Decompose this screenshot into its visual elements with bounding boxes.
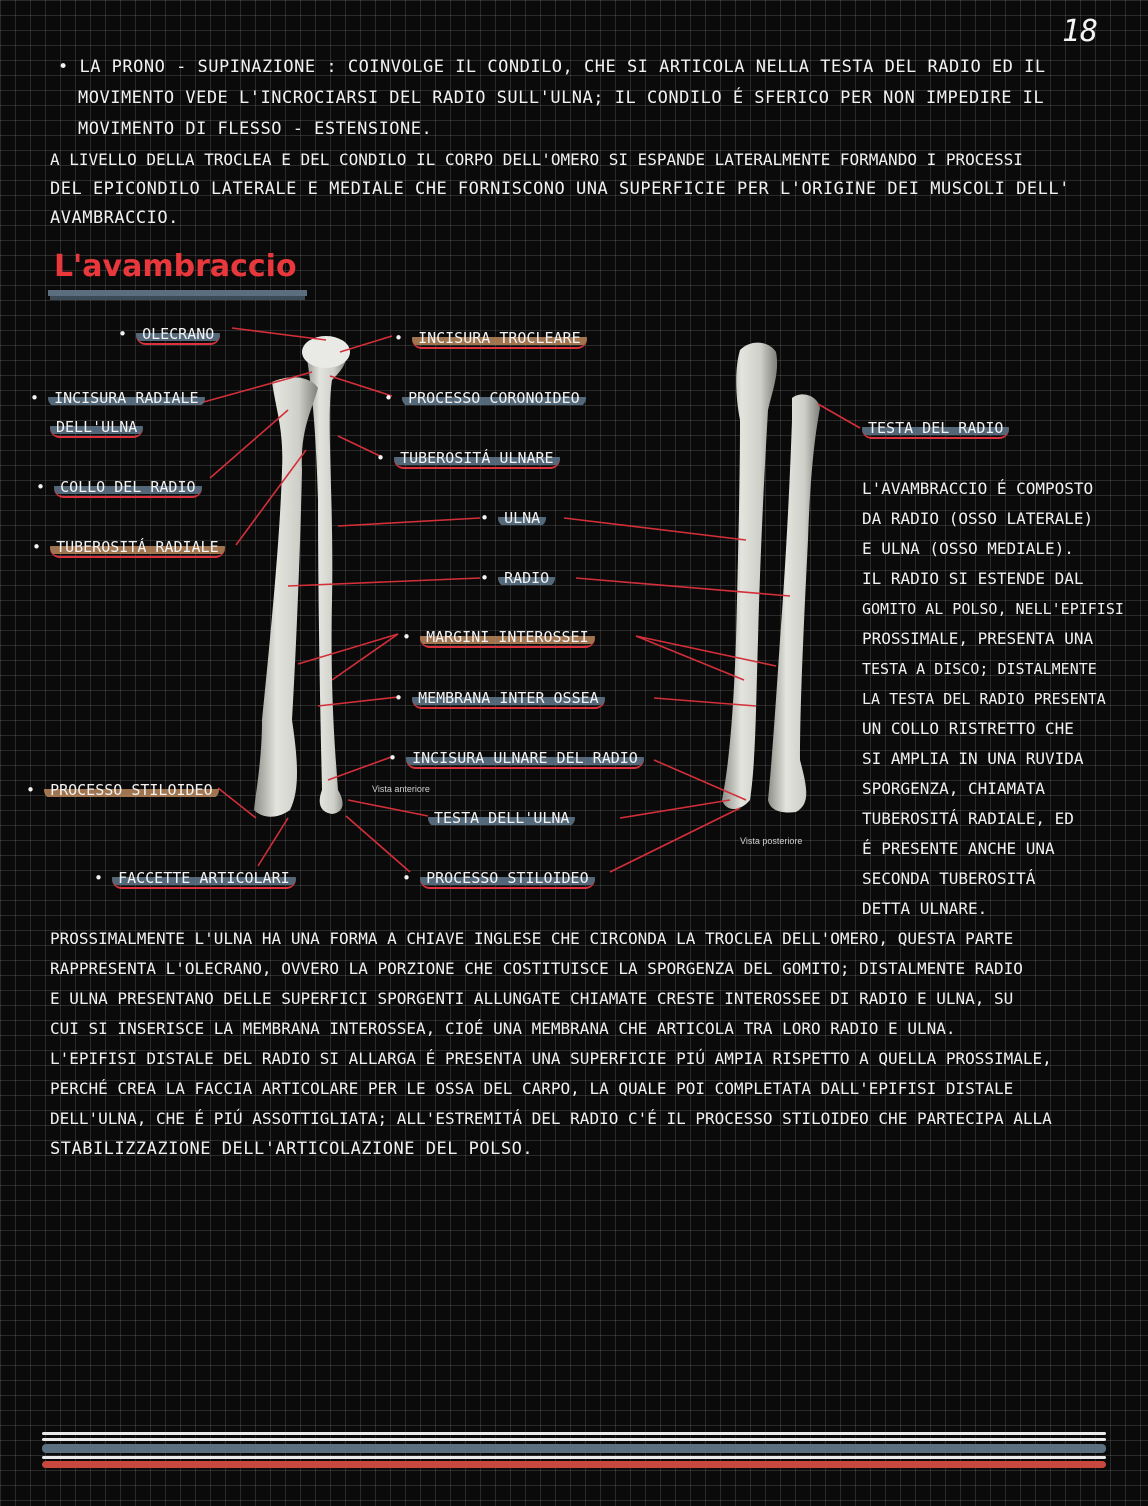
side-text-1: L'AVAMBRACCIO É COMPOSTO (862, 479, 1094, 498)
intro-line-1: • LA PRONO - SUPINAZIONE : COINVOLGE IL CONDILO, CHE SI ARTICOLA NELLA TESTA DEL RADIO ED IL (58, 57, 1046, 77)
side-text-9: UN COLLO RISTRETTO CHE (862, 719, 1074, 738)
side-text-13: É PRESENTE ANCHE UNA (862, 839, 1055, 858)
label-processo-stiloideo-center: • PROCESSO STILOIDEO (402, 868, 595, 888)
side-text-11: SPORGENZA, CHIAMATA (862, 779, 1046, 798)
label-membrana-interossea: • MEMBRANA INTER OSSEA (394, 688, 605, 708)
label-incisura-trocleare: • INCISURA TROCLEARE (394, 328, 587, 348)
label-ulna: • ULNA (480, 508, 546, 528)
body-line-4: CUI SI INSERISCE LA MEMBRANA INTEROSSEA, CIOÉ UNA MEMBRANA CHE ARTICOLA TRA LORO RADIO E ULNA. (50, 1019, 956, 1038)
side-text-3: E ULNA (OSSO MEDIALE). (862, 539, 1074, 558)
label-incisura-radiale-2: DELL'ULNA (50, 417, 143, 437)
intro-line-5: DEL EPICONDILO LATERALE E MEDIALE CHE FORNISCONO UNA SUPERFICIE PER L'ORIGINE DEI MUSCOLI DELL' (50, 179, 1070, 199)
body-line-2: RAPPRESENTA L'OLECRANO, OVVERO LA PORZIONE CHE COSTITUISCE LA SPORGENZA DEL GOMITO; DISTALMENTE RADIO (50, 959, 1023, 978)
side-text-15: DETTA ULNARE. (862, 899, 988, 918)
footer-bar-red (42, 1461, 1106, 1468)
label-olecrano: • OLECRANO (118, 324, 220, 344)
ulna-posterior (722, 343, 777, 809)
label-radio: • RADIO (480, 568, 555, 588)
page-number: 18 (1062, 14, 1099, 49)
footer-bar-white-3 (42, 1456, 1106, 1459)
caption-posterior: Vista posteriore (740, 836, 803, 846)
body-line-8: STABILIZZAZIONE DELL'ARTICOLAZIONE DEL POLSO. (50, 1139, 534, 1159)
body-line-5: L'EPIFISI DISTALE DEL RADIO SI ALLARGA É PRESENTA UNA SUPERFICIE PIÚ AMPIA RISPETTO A QUELLA PROSSIMALE, (50, 1049, 1052, 1068)
body-line-3: E ULNA PRESENTANO DELLE SUPERFICI SPORGENTI ALLUNGATE CHIAMATE CRESTE INTEROSSEE DI RADIO E ULNA, SU (50, 989, 1014, 1008)
posterior-view-bones (722, 343, 820, 813)
label-incisura-ulnare: • INCISURA ULNARE DEL RADIO (388, 748, 644, 768)
ulna-anterior (305, 340, 347, 814)
intro-line-4: A LIVELLO DELLA TROCLEA E DEL CONDILO IL CORPO DELL'OMERO SI ESPANDE LATERALMENTE FORMANDO I PROCESSI (50, 150, 1023, 169)
label-tuberosita-radiale: • TUBEROSITÁ RADIALE (32, 537, 225, 557)
label-collo-radio: • COLLO DEL RADIO (36, 477, 202, 497)
side-text-7: TESTA A DISCO; DISTALMENTE (862, 660, 1097, 678)
body-line-1: PROSSIMALMENTE L'ULNA HA UNA FORMA A CHIAVE INGLESE CHE CIRCONDA LA TROCLEA DELL'OMERO, QUESTA PARTE (50, 929, 1014, 948)
side-text-5: GOMITO AL POLSO, NELL'EPIFISI (862, 600, 1124, 618)
label-testa-radio: TESTA DEL RADIO (862, 418, 1009, 438)
label-faccette-articolari: • FACCETTE ARTICOLARI (94, 868, 296, 888)
body-line-7: DELL'ULNA, CHE É PIÚ ASSOTTIGLIATA; ALL'ESTREMITÁ DEL RADIO C'É IL PROCESSO STILOIDEO CHE PARTECIPA ALLA (50, 1109, 1052, 1128)
radius-anterior (254, 377, 318, 817)
radius-posterior (768, 394, 820, 812)
footer-bar-blue (42, 1444, 1106, 1453)
footer-bars (42, 1432, 1106, 1468)
footer-bar-white-2 (42, 1438, 1106, 1441)
side-text-2: DA RADIO (OSSO LATERALE) (862, 509, 1094, 528)
side-text-8: LA TESTA DEL RADIO PRESENTA (862, 690, 1106, 708)
intro-line-2: MOVIMENTO VEDE L'INCROCIARSI DEL RADIO SULL'ULNA; IL CONDILO É SFERICO PER NON IMPEDIRE IL (78, 88, 1045, 108)
label-processo-coronoideo: • PROCESSO CORONOIDEO (384, 388, 586, 408)
side-text-10: SI AMPLIA IN UNA RUVIDA (862, 749, 1084, 768)
side-text-4: IL RADIO SI ESTENDE DAL (862, 569, 1084, 588)
body-line-6: PERCHÉ CREA LA FACCIA ARTICOLARE PER LE OSSA DEL CARPO, LA QUALE POI COMPLETATA DALL'EPIFISI DISTALE (50, 1079, 1014, 1098)
label-testa-ulna: TESTA DELL'ULNA (428, 808, 575, 828)
section-title: L'avambraccio (48, 247, 307, 296)
anterior-view-bones (254, 336, 350, 817)
label-margini-interossei: • MARGINI INTEROSSEI (402, 627, 595, 647)
side-text-6: PROSSIMALE, PRESENTA UNA (862, 629, 1094, 648)
label-incisura-radiale: • INCISURA RADIALE (30, 388, 205, 408)
intro-line-3: MOVIMENTO DI FLESSO - ESTENSIONE. (78, 119, 433, 139)
side-text-14: SECONDA TUBEROSITÁ (862, 869, 1036, 888)
caption-anterior: Vista anteriore (372, 784, 430, 794)
side-text-12: TUBEROSITÁ RADIALE, ED (862, 809, 1074, 828)
footer-bar-white-1 (42, 1432, 1106, 1435)
label-tuberosita-ulnare: • TUBEROSITÁ ULNARE (376, 448, 560, 468)
intro-line-6: AVAMBRACCIO. (50, 208, 179, 228)
label-processo-stiloideo-left: • PROCESSO STILOIDEO (26, 780, 219, 800)
